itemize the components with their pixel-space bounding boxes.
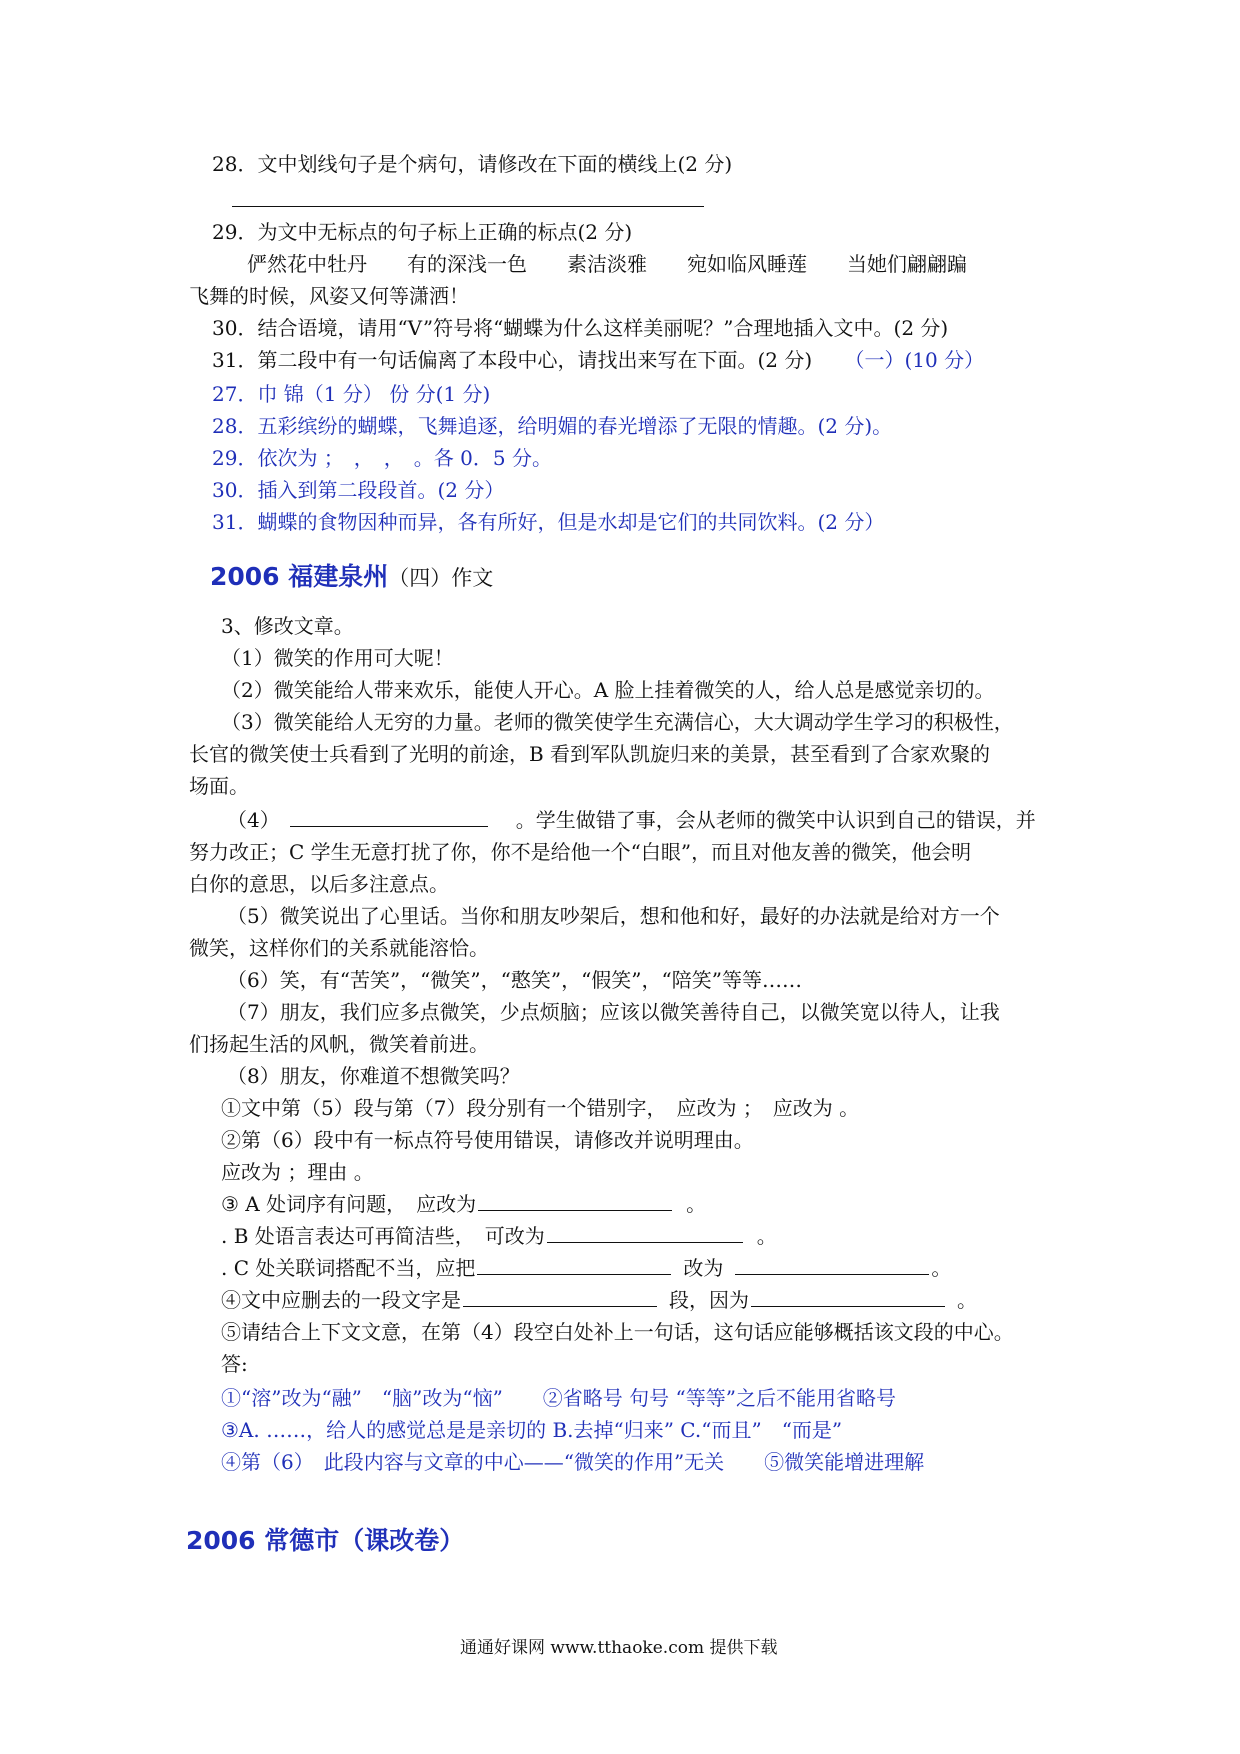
paragraph-4-line1 (227, 806, 1036, 834)
paragraph-3-line1: （3）微笑能给人无穷的力量。老师的微笑使学生充满信心，大大调动学生学习的积极性， (221, 710, 1014, 734)
section-heading-changde: 2006 常德市（课改卷） (186, 1526, 465, 1555)
paragraph-3-line3: 场面。 (189, 774, 249, 798)
paragraph-7-line1: （7）朋友，我们应多点微笑，少点烦脑；应该以微笑善待自己，以微笑宽以待人，让我 (227, 1000, 1000, 1024)
question-30: 30．结合语境，请用“V”符号将“蝴蝶为什么这样美丽呢？”合理地插入文中。(2 分) (212, 316, 949, 340)
answer-29: 29．依次为 ； ， ， 。各 0．5 分。 (212, 446, 552, 470)
question-31-text: 31．第二段中有一句话偏离了本段中心，请找出来写在下面。(2 分) (212, 348, 813, 372)
task-3c-text: . C 处关联词搭配不当，应把 (221, 1256, 476, 1280)
task-4-mid: 段，因为 (669, 1288, 749, 1312)
task-item-3c (221, 1254, 951, 1282)
task-item-3b (221, 1222, 777, 1250)
paragraph-2: （2）微笑能给人带来欢乐，能使人开心。A 脸上挂着微笑的人，给人总是感觉亲切的。 (221, 678, 995, 702)
task-4-end: 。 (957, 1288, 977, 1312)
answer-line-28 (232, 206, 704, 207)
answer-28: 28．五彩缤纷的蝴蝶，飞舞追逐，给明媚的春光增添了无限的情趣。(2 分)。 (212, 414, 893, 438)
answer-30: 30．插入到第二段段首。(2 分） (212, 478, 505, 502)
heading-subtitle: （四）作文 (388, 566, 494, 590)
task-4-text: ④文中应删去的一段文字是 (221, 1288, 461, 1312)
section-heading-quanzhou (210, 560, 493, 595)
task-3c-end: 。 (931, 1256, 952, 1280)
fill-blank-3a[interactable] (478, 1190, 672, 1211)
question-31 (212, 346, 984, 374)
fill-blank-3c-to[interactable] (735, 1254, 929, 1275)
paragraph-4-number: （4） (227, 808, 280, 832)
paragraph-4-line3: 白你的意思，以后多注意点。 (189, 872, 449, 896)
section-score-tag: （一）(10 分） (844, 348, 985, 372)
task-item-2-answer: 应改为 ；理由 。 (221, 1160, 374, 1184)
task-3a-text: ③ A 处词序有问题， 应改为 (221, 1192, 477, 1216)
task-3b-text: . B 处语言表达可再简洁些， 可改为 (221, 1224, 545, 1248)
question-29-text-cont: 飞舞的时候，风姿又何等潇洒！ (189, 284, 469, 308)
answer-line-2: ③A. ……，给人的感觉总是是亲切的 B.去掉“归来” C.“而且” “而是” (221, 1418, 843, 1442)
answer-27: 27．巾 锦（1 分） 份 分(1 分) (212, 382, 491, 406)
answer-line-1: ①“溶”改为“融” “脑”改为“恼” ②省略号 句号 “等等”之后不能用省略号 (221, 1386, 896, 1410)
question-29-text: 俨然花中牡丹 有的深浅一色 素洁淡雅 宛如临风睡莲 当她们翩翩蹁 (247, 252, 967, 276)
paragraph-7-line2: 们扬起生活的风帆，微笑着前进。 (189, 1032, 489, 1056)
answer-line-3: ④第（6） 此段内容与文章的中心——“微笑的作用”无关 ⑤微笑能增进理解 (221, 1450, 925, 1474)
task-item-1: ①文中第（5）段与第（7）段分别有一个错别字， 应改为 ； 应改为 。 (221, 1096, 860, 1120)
fill-blank-4-reason[interactable] (751, 1286, 945, 1307)
answer-31: 31．蝴蝶的食物因种而异，各有所好，但是水却是它们的共同饮料。(2 分） (212, 510, 885, 534)
task-item-2: ②第（6）段中有一标点符号使用错误，请修改并说明理由。 (221, 1128, 754, 1152)
paragraph-5-line2: 微笑，这样你们的关系就能溶恰。 (189, 936, 489, 960)
paragraph-3-line2: 长官的微笑使士兵看到了光明的前途，B 看到军队凯旋归来的美景，甚至看到了合家欢聚的 (189, 742, 991, 766)
paragraph-4-text: 。学生做错了事，会从老师的微笑中认识到自己的错误，并 (515, 808, 1036, 832)
page-footer: 通通好课网 www.tthaoke.com 提供下载 (460, 1638, 778, 1658)
task-3a-end: 。 (686, 1192, 707, 1216)
paragraph-5-line1: （5）微笑说出了心里话。当你和朋友吵架后，想和他和好，最好的办法就是给对方一个 (227, 904, 1000, 928)
question-28: 28．文中划线句子是个病句，请修改在下面的横线上(2 分) (212, 152, 733, 176)
task-item-4 (221, 1286, 977, 1314)
fill-blank-4-para[interactable] (463, 1286, 657, 1307)
task-3: 3、修改文章。 (221, 614, 354, 638)
heading-title: 2006 福建泉州 (210, 562, 389, 591)
fill-blank-4[interactable] (290, 806, 488, 827)
task-item-3a (221, 1190, 706, 1218)
fill-blank-3b[interactable] (547, 1222, 743, 1243)
paragraph-8: （8）朋友，你难道不想微笑吗？ (227, 1064, 520, 1088)
task-item-5: ⑤请结合上下文文意，在第（4）段空白处补上一句话，这句话应能够概括该文段的中心。 (221, 1320, 1014, 1344)
paragraph-1: （1）微笑的作用可大呢！ (221, 646, 454, 670)
fill-blank-3c-from[interactable] (477, 1254, 671, 1275)
question-29: 29．为文中无标点的句子标上正确的标点(2 分) (212, 220, 633, 244)
task-3b-end: 。 (756, 1224, 777, 1248)
answer-label: 答: (221, 1352, 248, 1376)
paragraph-4-line2: 努力改正；C 学生无意打扰了你，你不是给他一个“白眼”，而且对他友善的微笑，他会明 (189, 840, 972, 864)
paragraph-6: （6）笑，有“苦笑”，“微笑”，“憨笑”，“假笑”，“陪笑”等等…… (227, 968, 802, 992)
task-3c-mid: 改为 (683, 1256, 724, 1280)
